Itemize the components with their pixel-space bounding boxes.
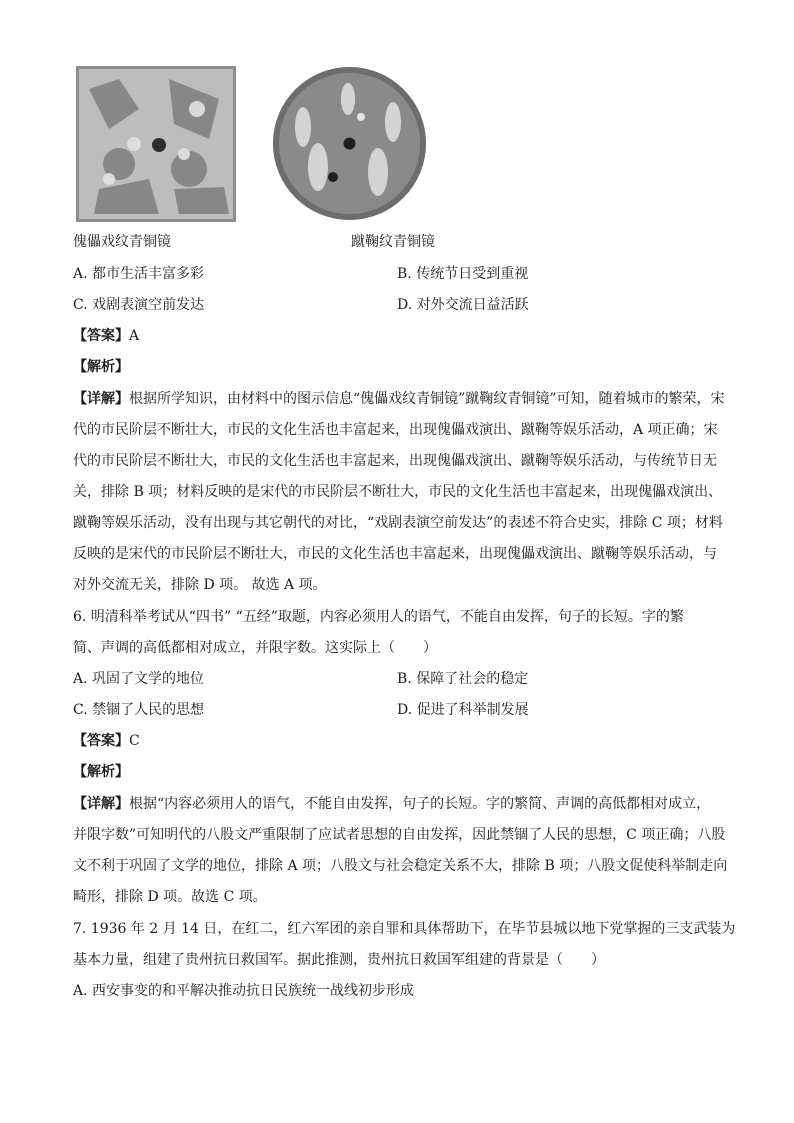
q5-detail-line-7: 对外交流无关，排除 D 项。 故选 A 项。 bbox=[73, 577, 327, 593]
q6-answer bbox=[73, 731, 140, 751]
q6-stem-line-2: 简、声调的高低都相对成立，并限字数。这实际上（ ） bbox=[73, 640, 437, 656]
q5-answer bbox=[73, 326, 139, 346]
q5-detail-line-5: 蹴鞠等娱乐活动，没有出现与其它朝代的对比，“戏剧表演空前发达”的表述不符合史实，排除 C 项；材料 bbox=[73, 515, 723, 531]
q6-option-a: A. 巩固了文学的地位 bbox=[73, 671, 205, 687]
q5-option-c: C. 戏剧表演空前发达 bbox=[73, 297, 205, 313]
q6-stem-line-1: 6. 明清科举考试从“四书” “五经”取题，内容必须用人的语气，不能自由发挥，句子的长短。字的繁 bbox=[73, 609, 684, 625]
q5-analysis-label: 【解析】 bbox=[73, 359, 129, 375]
q6-detail-line-4: 畸形，排除 D 项。故选 C 项。 bbox=[73, 889, 267, 905]
q6-detail-line-3: 文不利于巩固了文学的地位，排除 A 项；八股文与社会稳定关系不大，排除 B 项；八股文促使科举制走向 bbox=[73, 858, 728, 874]
q6-option-c: C. 禁锢了人民的思想 bbox=[73, 702, 205, 718]
q6-option-d: D. 促进了科举制发展 bbox=[397, 702, 529, 718]
q5-detail-line-6: 反映的是宋代的市民阶层不断壮大，市民的文化生活也丰富起来，出现傀儡戏演出、蹴鞠等娱乐活动，与 bbox=[73, 546, 717, 562]
q6-detail-text-1: 根据“内容必须用人的语气，不能自由发挥，句子的长短。字的繁简、声调的高低都相对成立， bbox=[129, 796, 711, 812]
q6-detail-line-2: 并限字数”可知明代的八股文严重限制了应试者思想的自由发挥，因此禁锢了人民的思想，C 项正确；八股 bbox=[73, 827, 726, 843]
q7-option-a: A. 西安事变的和平解决推动抗日民族统一战线初步形成 bbox=[73, 983, 415, 999]
q6-detail-line-1 bbox=[73, 794, 710, 814]
q5-answer-value: A bbox=[129, 328, 140, 344]
q5-detail-label: 【详解】 bbox=[73, 391, 129, 407]
q5-answer-label: 【答案】 bbox=[73, 328, 129, 344]
q5-option-a: A. 都市生活丰富多彩 bbox=[73, 266, 205, 282]
q6-analysis-label: 【解析】 bbox=[73, 764, 129, 780]
q5-detail-line-3: 代的市民阶层不断壮大，市民的文化生活也丰富起来，出现傀儡戏演出、蹴鞠等娱乐活动，与传统节日无 bbox=[73, 453, 717, 469]
cuju-mirror-image bbox=[273, 67, 426, 220]
q7-stem-line-1: 7. 1936 年 2 月 14 日，在红二，红六军团的亲自罪和具体帮助下，在毕节县城以地下党掌握的三支武装为 bbox=[73, 921, 736, 937]
q6-option-b: B. 保障了社会的稳定 bbox=[397, 671, 529, 687]
q5-detail-line-1 bbox=[73, 389, 724, 409]
q6-detail-label: 【详解】 bbox=[73, 796, 129, 812]
q7-stem-line-2: 基本力量，组建了贵州抗日救国军。据此推测，贵州抗日救国军组建的背景是（ ） bbox=[73, 952, 605, 968]
q5-detail-text-1: 根据所学知识，由材料中的图示信息“傀儡戏纹青铜镜”蹴鞠纹青铜镜”可知，随着城市的繁荣，宋 bbox=[129, 391, 725, 407]
q5-detail-line-4: 关，排除 B 项；材料反映的是宋代的市民阶层不断壮大，市民的文化生活也丰富起来，出现傀儡戏演出、 bbox=[73, 484, 723, 500]
q5-detail-line-2: 代的市民阶层不断壮大，市民的文化生活也丰富起来，出现傀儡戏演出、蹴鞠等娱乐活动，A 项正确；宋 bbox=[73, 422, 718, 438]
round-mirror-caption: 蹴鞠纹青铜镜 bbox=[351, 234, 435, 250]
q5-option-b: B. 传统节日受到重视 bbox=[397, 266, 529, 282]
q6-answer-value: C bbox=[129, 733, 140, 749]
q6-answer-label: 【答案】 bbox=[73, 733, 129, 749]
square-mirror-caption: 傀儡戏纹青铜镜 bbox=[73, 234, 171, 250]
q5-option-d: D. 对外交流日益活跃 bbox=[397, 297, 529, 313]
puppet-show-mirror-image bbox=[76, 66, 236, 222]
